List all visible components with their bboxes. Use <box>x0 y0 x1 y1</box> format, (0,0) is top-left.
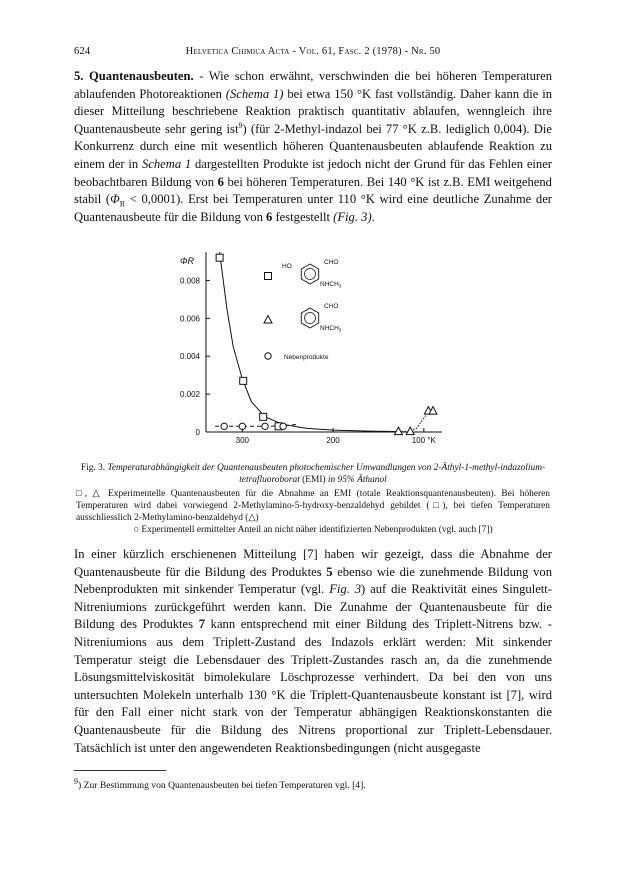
text-run: dargestellten Produkte ist jedoch nicht der Grund für das Fehlen einer beobachtbaren Bildung von <box>74 156 553 189</box>
schema-reference: Schema 1 <box>141 156 192 171</box>
y-tick-label: 0.004 <box>179 352 200 362</box>
compound-number: 7 <box>198 617 205 632</box>
caption-abbrev: (EMI) <box>302 475 326 485</box>
x-tick-label: 200 <box>326 436 340 445</box>
footnote-text: ) Zur Bestimmung von Quantenausbeuten bei tiefen Temperaturen vgl. [4]. <box>78 780 366 791</box>
circle-data-point <box>262 423 268 429</box>
text-run: ) (für 2-Methyl-indazol bei 77 °K z.B. lediglich 0,004). Die Konkurrenz durch eine mit wesentlich höheren Quantenausbeuten ablaufende Reaktion zu einem der in <box>74 121 552 171</box>
structure-label-nhch3: $NHCH_3$ <box>320 281 342 289</box>
legend-square-marker <box>265 273 272 280</box>
benzene-ring-2-ring <box>305 313 316 324</box>
running-header <box>74 46 552 60</box>
page-number: 624 <box>74 46 91 57</box>
benzene-ring-2 <box>301 308 318 328</box>
triangle-data-point <box>394 427 402 435</box>
body-paragraph <box>74 546 552 757</box>
compound-number: 6 <box>217 174 224 189</box>
text-run: bei höheren Temperaturen. Bei 140 °K ist z.B. EMI weitgehend stabil ( <box>74 174 552 207</box>
figure-legend <box>76 488 550 536</box>
structure-subscript: 3 <box>338 327 342 333</box>
benzene-ring-1 <box>301 264 318 284</box>
square-data-point <box>240 377 247 384</box>
running-head: Helvetica Chimica Acta - Vol. 61, Fasc. 2 (1978) - Nr. 50 <box>185 46 441 57</box>
chart-axes <box>180 252 442 445</box>
square-data-point <box>216 254 223 261</box>
phi-symbol: Φ <box>110 192 120 207</box>
caption-solvent: in 95% Äthanol <box>327 475 387 485</box>
text-run: ) auf die Reaktivität eines Singulett-Nitreniumions zurückgeführt werden kann. Die Zunahme der Quantenausbeute für die Bildung des Produktes <box>74 582 552 632</box>
text-run: - Wie schon erwähnt, verschwinden die bei höheren Temperaturen ablaufenden Photoreaktionen <box>74 69 553 101</box>
x-tick-label: 100 °K <box>411 436 436 445</box>
y-axis-label: ΦR <box>180 256 195 266</box>
text-run: festgestellt <box>272 209 334 224</box>
y-tick-label: 0.002 <box>179 390 200 400</box>
figure-caption <box>76 462 550 486</box>
structure-label-ho: HO <box>282 263 292 270</box>
chart-legend <box>264 259 342 361</box>
caption-text: Temperaturabhängigkeit der Quantenausbeuten photochemischer Umwandlungen von 2-Äthyl-1-methyl-indazolium-tetrafluoroborat <box>107 463 546 485</box>
compound-number: 6 <box>266 209 273 224</box>
footnote-marker: 9 <box>74 776 78 786</box>
compound-number: 5 <box>326 564 333 579</box>
text-run: kann entsprechend mit einer Bildung des Triplett-Nitrens bzw. -Nitreniumions aus dem Triplett-Zustand des Indazols erklärt werden: Mit sinkender Temperatur steigt die Lebensdauer des Triplett-Zustandes rasch an, da die zunehmende Lösungsmittelviskosität bimolekulare Löschprozesse verhindert. Da bei den von uns untersuchten Molekeln unterhalb 130 °K die Triplett-Quantenausbeute konstant ist [7], wird für den Fall einer nicht stark von der Temperatur abhängigen Reaktionskonstanten die Quantenausbeute für die Bildung des Nitrens proportional zur Triplett-Lebensdauer. Tatsächlich ist unter den angewendeten Reaktionsbedingungen (nicht ausgegaste <box>74 617 552 755</box>
chart-curves <box>215 252 433 432</box>
text-run: In einer kürzlich erschienenen Mitteilung [7] haben wir gezeigt, dass die Abnahme der Quantenausbeute für die Bildung des Produktes <box>74 547 552 579</box>
legend-text-1: □, △ Experimentelle Quantenausbeuten für die Abnahme an EMI (totale Reaktionsquantenausbeuten). Bei höheren Temperaturen wird dabei vorwiegend 2-Methylamino-5-hydroxy-benzaldehyd gebildet (□), bei tiefen Temperaturen ausschliesslich 2-Methylamino-benzaldehyd (△) <box>76 489 550 523</box>
schema-reference: (Schema 1) <box>225 86 284 101</box>
structure-label-nhch3: $NHCH_3$ <box>320 325 342 333</box>
figure-3 <box>160 246 460 446</box>
figure-reference: Fig. 3 <box>329 582 362 597</box>
text-run: ebenso wie die zunehmende Bildung von Nebenprodukten mit sinkender Temperatur (vgl. <box>74 564 552 597</box>
legend-nebenprodukte: Nebenprodukte <box>284 354 329 361</box>
footnote-rule <box>74 770 166 771</box>
legend-text-2: ○ Experimentell ermittelter Anteil an nicht näher identifizierten Nebenprodukten (vgl. auch [7]) <box>133 525 493 535</box>
text-run: < 0,0001). Erst bei Temperaturen unter 110 °K wird eine deutliche Zunahme der Quantenausbeute für die Bildung von <box>74 192 552 224</box>
section-heading: 5. Quantenausbeuten. <box>74 69 194 83</box>
phi-subscript: R <box>119 199 126 209</box>
y-tick-label: 0.008 <box>179 276 200 286</box>
structure-subscript: 3 <box>338 283 342 289</box>
square-data-point <box>260 413 267 420</box>
footnote <box>74 776 366 791</box>
structure-label-cho: CHO <box>324 303 339 310</box>
legend-circle-marker <box>265 353 271 359</box>
y-tick-label: 0 <box>195 428 200 437</box>
circle-data-point <box>239 423 245 429</box>
x-tick-label: 300 <box>235 436 249 445</box>
circle-data-point <box>280 423 286 429</box>
structure-label-cho: CHO <box>324 259 339 266</box>
legend-triangle-marker <box>264 316 272 324</box>
figure-reference: (Fig. 3) <box>333 209 372 224</box>
circle-data-point <box>221 423 227 429</box>
section-paragraph <box>74 68 552 226</box>
quantum-yield-chart <box>160 246 460 446</box>
text-run: bei etwa 150 °K fast vollständig. Daher kann die in dieser Mitteilung beschriebene Reaktion praktisch quantitativ ablaufen, wenngleich ihre Quantenausbeute sehr gering ist <box>74 86 553 136</box>
text-run: . <box>371 209 375 224</box>
benzene-ring-1-ring <box>305 269 316 280</box>
decay-curve <box>220 252 399 432</box>
y-tick-label: 0.006 <box>179 314 200 324</box>
caption-label: Fig. 3. <box>80 463 106 473</box>
footnote-marker: 9 <box>238 120 243 130</box>
